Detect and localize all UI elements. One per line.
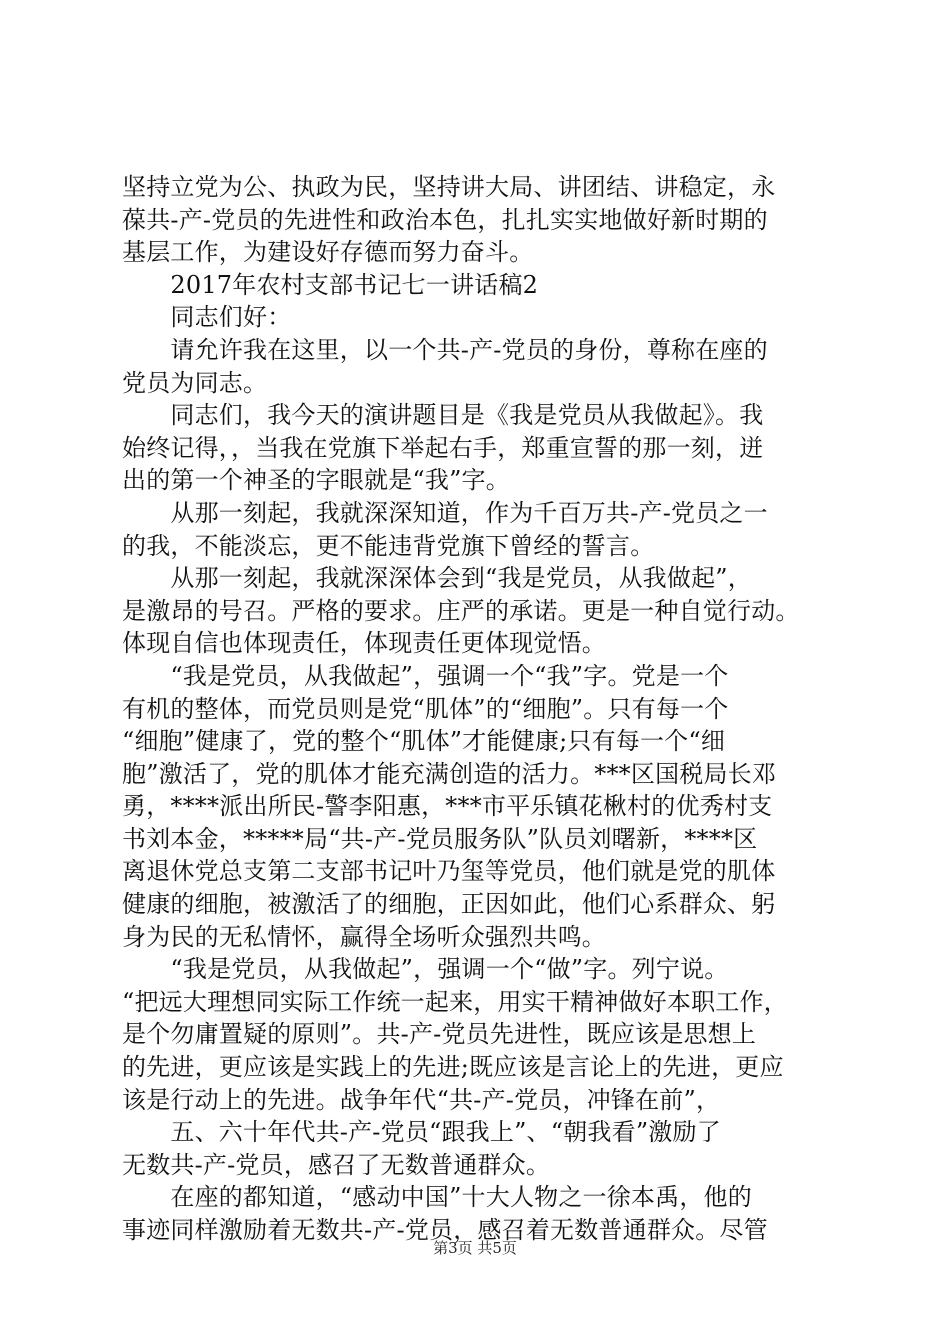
text-line: 始终记得，，当我在党旗下举起右手，郑重宣誓的那一刻，迸 xyxy=(122,433,764,462)
text-line: 是个勿庸置疑的原则”。共-产-党员先进性，既应该是思想上 xyxy=(122,1020,757,1049)
text-line: “把远大理想同实际工作统一起来，用实干精神做好本职工作， xyxy=(122,987,788,1016)
text-line: 同志们，我今天的演讲题目是《我是党员从我做起》。我 xyxy=(122,401,764,430)
text-line: 从那一刻起，我就深深体会到“我是党员，从我做起”， xyxy=(122,564,752,593)
text-line: 葆共-产-党员的先进性和政治本色，扎扎实实地做好新时期的 xyxy=(122,205,768,234)
text-line: 党员为同志。 xyxy=(122,368,268,397)
text-line: 2017年农村支部书记七一讲话稿2 xyxy=(122,270,539,299)
text-line: 体现自信也体现责任，体现责任更体现觉悟。 xyxy=(122,629,606,658)
text-line: 事迹同样激励着无数共-产-党员，感召着无数普通群众。尽管 xyxy=(122,1216,768,1244)
text-line: 该是行动上的先进。战争年代“共-产-党员，冲锋在前”， xyxy=(122,1085,721,1114)
text-line: 的先进，更应该是实践上的先进;既应该是言论上的先进，更应 xyxy=(122,1053,784,1082)
text-line: 是激昂的号召。严格的要求。庄严的承诺。更是一种自觉行动。 xyxy=(122,596,800,625)
text-line: 五、六十年代共-产-党员“跟我上”、“朝我看”激励了 xyxy=(122,1118,721,1147)
text-line: 从那一刻起，我就深深知道，作为千百万共-产-党员之一 xyxy=(122,498,768,527)
text-line: “我是党员，从我做起”，强调一个“我”字。党是一个 xyxy=(122,661,729,690)
text-line: 健康的细胞，被激活了的细胞，正因如此，他们心系群众、躬 xyxy=(122,890,776,919)
text-line: 无数共-产-党员，感召了无数普通群众。 xyxy=(122,1150,551,1179)
text-line: 坚持立党为公、执政为民，坚持讲大局、讲团结、讲稳定，永 xyxy=(122,173,776,201)
text-line: 请允许我在这里，以一个共-产-党员的身份，尊称在座的 xyxy=(122,335,768,364)
text-line: “细胞”健康了，党的整个“肌体”才能健康;只有每一个“细 xyxy=(122,727,726,756)
text-line: “我是党员，从我做起”，强调一个“做”字。列宁说。 xyxy=(122,955,729,984)
text-line: 身为民的无私情怀，赢得全场听众强烈共鸣。 xyxy=(122,922,606,951)
text-line: 的我，不能淡忘，更不能违背党旗下曾经的誓言。 xyxy=(122,531,655,560)
page-number-footer: 第3页 共5页 xyxy=(433,1239,517,1257)
text-line: 基层工作，为建设好存德而努力奋斗。 xyxy=(122,238,534,267)
text-line: 在座的都知道，“感动中国”十大人物之一徐本禹，他的 xyxy=(122,1183,752,1212)
text-line: 勇，****派出所民-警李阳惠，***市平乐镇花楸村的优秀村支 xyxy=(122,792,773,821)
text-line: 书刘本金，*****局“共-产-党员服务队”队员刘曙新，****区 xyxy=(122,824,758,853)
text-line: 同志们好： xyxy=(122,303,292,332)
text-line: 胞”激活了，党的肌体才能充满创造的活力。***区国税局长邓 xyxy=(122,759,777,788)
text-line: 离退休党总支第二支部书记叶乃玺等党员，他们就是党的肌体 xyxy=(122,857,776,886)
text-line: 出的第一个神圣的字眼就是“我”字。 xyxy=(122,466,510,495)
text-line: 有机的整体，而党员则是党“肌体”的“细胞”。只有每一个 xyxy=(122,694,729,723)
document-body xyxy=(122,171,834,1247)
